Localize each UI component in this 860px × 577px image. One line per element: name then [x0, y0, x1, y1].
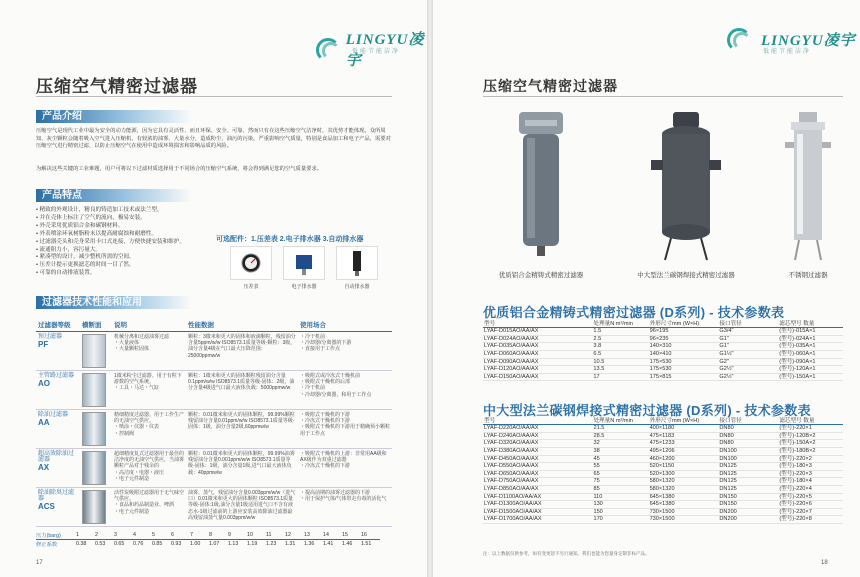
spec-cell: G2½": [718, 366, 778, 374]
pressure-value: 3: [114, 531, 133, 540]
spec-row: [483, 366, 843, 374]
grade-code: AO: [38, 379, 50, 389]
grade-title: 主管路过滤器: [38, 373, 75, 379]
brand-slogan: 低能节能洁净: [352, 49, 401, 55]
pressure-value: 8: [209, 531, 228, 540]
spec-cell: (型号)-090A×1: [778, 358, 843, 366]
title-divider: [483, 96, 843, 97]
spec-row: [483, 501, 843, 509]
brand-name: LINGYU凌宇: [761, 32, 856, 49]
spec-row: [483, 350, 843, 358]
grade-name: [36, 371, 80, 410]
spec-cell: 460×1200: [649, 455, 719, 463]
spec-cell: LYAF-D380AO/AA/AX: [483, 447, 592, 455]
product-label-aluminum: 优质铝合金精铸式精密过滤器: [498, 272, 584, 279]
col-application: 使用场合: [298, 318, 392, 332]
logo-swoosh-icon: [316, 38, 342, 60]
accessory-label: 自动排水器: [344, 284, 370, 290]
spec-cell: 96×195: [649, 328, 719, 336]
spec-cell: (型号)-220×2: [778, 455, 843, 463]
left-page: [0, 0, 427, 577]
pressure-value: 13: [304, 531, 323, 540]
factor-value: 1.07: [209, 541, 220, 547]
grade-code: ACS: [38, 502, 55, 512]
spec-cell: LYAF-D220AO/AA/AX: [483, 425, 592, 433]
spec-cell: (型号)-150A×2: [778, 440, 843, 448]
grade-description: 活性炭吸附过滤器用于无气味空气供应。 ・食品和药品制造业、啤酒 ・电子元件制造: [112, 488, 186, 527]
spec-cell: 150: [592, 508, 648, 516]
grade-description: 超细精度复式过滤器用于最佳的洁净度的无油空气供应，当油雾颗粒产品对于残余的 ・高洁度・电器・液压 ・电子元件制造: [112, 449, 186, 488]
features-heading: 产品特点: [36, 189, 192, 202]
spec-header: 处理量N m³/min: [592, 321, 648, 328]
spec-cell: DN200: [718, 508, 778, 516]
grade-application: ・冷干机前 ・冷却器/分离器的下游 ・直接用于工作点: [298, 332, 392, 371]
brand-logo: [727, 28, 856, 55]
spec-cell: 55: [592, 463, 648, 471]
spec-row: [483, 440, 843, 448]
factor-value: 1.36: [304, 541, 315, 547]
grade-performance: 颗粒：3微米和更大的固体和液滴颗粒，残留油分含量5ppm/w/w ISO8573.1质量等级-颗粒：3级，油分含量4级在气口最大压降范围：25000ppmw/w: [186, 332, 298, 371]
spec-cell: 730×1500: [649, 516, 719, 524]
pressure-value: 5: [152, 531, 171, 540]
spec-cell: LYAF-D1300AO/AA/AX: [483, 501, 592, 509]
spec-row: [483, 432, 843, 440]
pressure-value: 6: [171, 531, 190, 540]
spec-cell: (型号)-220×5: [778, 493, 843, 501]
grade-description: 精细精度过滤器。用于工作生产的无油空气供应。 ・喷涂・仪器・仪表 ・控制阀: [112, 410, 186, 449]
col-performance: 性能数据: [186, 318, 298, 332]
spec-row: [483, 425, 843, 433]
grade-title: 超高效除油过滤器: [38, 451, 75, 464]
spec-cell: 175×815: [649, 373, 719, 381]
logo-swoosh-icon: [727, 28, 757, 50]
product-label-stainless: 不锈钢过滤器: [788, 272, 828, 279]
factor-value: 0.38: [76, 541, 87, 547]
spec-cell: 520×1300: [649, 470, 719, 478]
spec-cell: (型号)-060A×1: [778, 350, 843, 358]
factor-value: 1.41: [323, 541, 334, 547]
table2-title: 中大型法兰碳钢焊接式精密过滤器 (D系列) - 技术参数表: [483, 403, 811, 418]
pressure-value: 14: [323, 531, 342, 540]
spec-cell: LYAF-D1100AO/AA/AX: [483, 493, 592, 501]
spec-cell: DN100: [718, 455, 778, 463]
grade-name: [36, 488, 80, 527]
spec-row: [483, 516, 843, 524]
filter-grade-table: [36, 318, 392, 527]
spec-row: [483, 343, 843, 351]
table1-title: 优质铝合金精铸式精密过滤器 (D系列) - 技术参数表: [483, 305, 785, 320]
spec-cell: (型号)-180×4: [778, 478, 843, 486]
grade-name: [36, 410, 80, 449]
spec-cell: G2": [718, 358, 778, 366]
brand-logo: [316, 28, 427, 70]
spec-cell: 96×235: [649, 335, 719, 343]
spec-cell: DN125: [718, 463, 778, 471]
cross-section: [80, 332, 112, 371]
spec-cell: (型号)-220×8: [778, 516, 843, 524]
spec-cell: 520×1150: [649, 463, 719, 471]
pressure-correction-table: [36, 531, 380, 548]
pressure-value: 2: [95, 531, 114, 540]
pressure-value: 7: [190, 531, 209, 540]
spec-cell: (型号)-180B×2: [778, 447, 843, 455]
spec-cell: 1.5: [592, 328, 648, 336]
spec-cell: 730×1500: [649, 508, 719, 516]
cross-section: [80, 410, 112, 449]
spec-cell: 475×1233: [649, 440, 719, 448]
spec-cell: (型号)-220×1: [778, 425, 843, 433]
spec-cell: DN125: [718, 478, 778, 486]
spec-cell: 6.5: [592, 350, 648, 358]
spec-row: [483, 373, 843, 381]
factor-value: 0.76: [133, 541, 144, 547]
pressure-value: 15: [342, 531, 361, 540]
performance-heading: 过滤器技术性能和应用: [36, 296, 192, 309]
factor-value: 0.53: [95, 541, 106, 547]
grade-name: [36, 332, 80, 371]
spec-cell: G1": [718, 335, 778, 343]
grade-description: 机械分离和过滤油雾过滤 ・大量液体 ・大量颗粒固体: [112, 332, 186, 371]
spec-cell: LYAF-D750AO/AA/AX: [483, 478, 592, 486]
grade-performance: 油雾、蒸气，残留油分含量0.003ppm/w/w（进气口）0.01微米和更大的固体颗粒 ISO8573.1质量等级-固体:1级,油分含量1级适用进气口不含有液态水-1级过滤前的上游应安装高效除油过滤器最高残留油蒸气量0.003ppm/w/w: [186, 488, 298, 527]
filter-cross-section-icon: [82, 451, 106, 485]
spec-cell: LYAF-D090AO/AA/AX: [483, 358, 592, 366]
grade-description: 1微米粉尘过滤器。用于有粒下游数的空气系统。 ・工具・马达・气缸: [112, 371, 186, 410]
spec-header: 外形尺寸mm (W×H): [649, 321, 719, 328]
feature-item: • 紧凑型的设计，减少整机所需的空间。: [36, 254, 236, 262]
grade-row: [36, 371, 392, 410]
spec-cell: (型号)-024A×1: [778, 335, 843, 343]
grade-code: PF: [38, 340, 49, 350]
pressure-value: 12: [285, 531, 304, 540]
pressure-value: 1: [76, 531, 95, 540]
spec-cell: LYAF-D035AO/AA/AX: [483, 343, 592, 351]
spec-row: [483, 447, 843, 455]
factor-value: 1.00: [190, 541, 201, 547]
accessory-auto-drain: [331, 246, 383, 290]
grade-application: ・吸附式干燥机的上游：非常用AA级和AX级作为双重过滤器 ・冷冻式干燥机的下游: [298, 449, 392, 488]
spec-header: 接口管径: [718, 418, 778, 425]
spec-cell: DN80: [718, 425, 778, 433]
factor-value: 0.93: [171, 541, 182, 547]
spec-cell: (型号)-220×7: [778, 508, 843, 516]
filter-cross-section-icon: [82, 412, 106, 446]
spec-row: [483, 358, 843, 366]
spec-header: 型号: [483, 418, 592, 425]
spec-cell: 17: [592, 373, 648, 381]
spec-header: 外形尺寸mm (W×H): [649, 418, 719, 425]
grade-row: [36, 410, 392, 449]
col-cross-section: 横断面: [80, 318, 112, 332]
spec-cell: 32: [592, 440, 648, 448]
spec-cell: 175×530: [649, 358, 719, 366]
spec-cell: 495×1206: [649, 447, 719, 455]
spec-cell: DN150: [718, 501, 778, 509]
spec-cell: LYAF-D120AO/AA/AX: [483, 366, 592, 374]
filter-cross-section-icon: [82, 373, 106, 407]
feature-item: • 外表喷涂环氧树脂粉末以提高耐腐蚀和耐磨性。: [36, 231, 236, 239]
pressure-value: 9: [228, 531, 247, 540]
spec-cell: 580×1320: [649, 485, 719, 493]
spec-cell: DN80: [718, 432, 778, 440]
grade-performance: 颗粒：1微米和更大的固体颗粒残留油分含量0.1ppm/w/w ISO8573.1质量等级-固体：2级，油分含量4级进气口最大液体负载：5000ppmw/w: [186, 371, 298, 410]
cross-section: [80, 488, 112, 527]
spec-cell: 65: [592, 470, 648, 478]
factor-value: 0.65: [114, 541, 125, 547]
spec-row: [483, 335, 843, 343]
spec-cell: LYAF-D450AO/AA/AX: [483, 455, 592, 463]
stainless-filter-image: [785, 112, 831, 262]
spec-cell: LYAF-D1500AO/AA/AX: [483, 508, 592, 516]
spec-cell: 175×530: [649, 366, 719, 374]
spec-row: [483, 328, 843, 336]
spec-row: [483, 478, 843, 486]
factor-value: 1.23: [266, 541, 277, 547]
grade-title: 除油除臭过滤器: [38, 490, 75, 503]
feature-item: • 可靠的自动排液装置。: [36, 270, 236, 278]
grade-code: AA: [38, 418, 50, 428]
features-list: [36, 207, 236, 278]
spec-cell: G1": [718, 343, 778, 351]
spec-row: [483, 455, 843, 463]
spec-cell: 140×310: [649, 343, 719, 351]
spec-cell: LYAF-D150AO/AA/AX: [483, 373, 592, 381]
spec-cell: LYAF-D320AO/AA/AX: [483, 440, 592, 448]
spec-cell: 85: [592, 485, 648, 493]
feature-item: • 精致的外观设计，精良的铸造加工技术或法兰型，: [36, 207, 236, 215]
accessory-pressure-gauge: [225, 246, 277, 290]
feature-item: • 过滤器壳头和壳身采用卡口式连接，方便快捷安装和维护。: [36, 239, 236, 247]
spec-header: 滤芯型号 数量: [778, 321, 843, 328]
grade-title: 除油过滤器: [38, 412, 69, 418]
grade-row: [36, 332, 392, 371]
col-grade: 过滤器等级: [36, 318, 80, 332]
spec-cell: 10.5: [592, 358, 648, 366]
feature-item: • 并在壳体上标注了空气的流向，极易安装。: [36, 215, 236, 223]
grade-application: ・提高前期的油雾过滤器的下游 ・用于保护气体/气体带走有毒的活化气: [298, 488, 392, 527]
spec-header: 处理量N m³/min: [592, 418, 648, 425]
grade-performance: 颗粒：0.01微米和更大的固体颗粒，99.99%颗粒残留油分含量0.01ppm/w/w ISO8573.1质量等级-固体：1级，油分含量2级,60ppmw/w: [186, 410, 298, 449]
grade-title: 预过滤器: [38, 334, 63, 340]
pressure-value: 4: [133, 531, 152, 540]
spec-cell: (型号)-035A×1: [778, 343, 843, 351]
spec-cell: DN125: [718, 470, 778, 478]
spec-cell: G2½": [718, 373, 778, 381]
spec-cell: (型号)-220×3: [778, 470, 843, 478]
spec-cell: 45: [592, 455, 648, 463]
spec-cell: 28.5: [592, 432, 648, 440]
grade-name: [36, 449, 80, 488]
intro-heading: 产品介绍: [36, 110, 192, 123]
accessories-label: 可选配件：1.压差表 2.电子排水器 3.自动排水器: [216, 236, 364, 243]
grade-performance: 颗粒：0.01微米和更大的固体颗粒，99.99%油雾残留油分含量0.001ppm/w/w ISO8573.1质量等级-固体：1级，油分含量1级,进气口最大液体负载：40ppmw/w: [186, 449, 298, 488]
spec-cell: (型号)-120A×1: [778, 366, 843, 374]
spec-cell: DN150: [718, 493, 778, 501]
spec-cell: (型号)-220×6: [778, 501, 843, 509]
cross-section: [80, 449, 112, 488]
spec-cell: G3/4": [718, 328, 778, 336]
filter-cross-section-icon: [82, 334, 106, 368]
pressure-label: 压力(barg): [36, 531, 76, 540]
pressure-value: 16: [361, 531, 380, 540]
spec-cell: 110: [592, 493, 648, 501]
spec-cell: 3.8: [592, 343, 648, 351]
aluminum-filter-image: [511, 112, 571, 262]
spec-cell: 140×410: [649, 350, 719, 358]
right-page: [433, 0, 860, 577]
spec-row: [483, 463, 843, 471]
factor-value: 1.31: [285, 541, 296, 547]
spec-row: [483, 470, 843, 478]
accessory-electronic-drain: [278, 246, 330, 290]
accessory-label: 电子排水器: [291, 284, 317, 290]
spec-cell: LYAF-D850AO/AA/AX: [483, 485, 592, 493]
spec-row: [483, 493, 843, 501]
spec-cell: 75: [592, 478, 648, 486]
page-number: 18: [821, 560, 828, 566]
spec-cell: 170: [592, 516, 648, 524]
spec-header: 接口管径: [718, 321, 778, 328]
accessory-label: 压差表: [243, 284, 259, 290]
spec-cell: LYAF-D240AO/AA/AX: [483, 432, 592, 440]
spec-cell: (型号)-120B×2: [778, 432, 843, 440]
spec-cell: (型号)-015A×1: [778, 328, 843, 336]
pressure-value: 11: [266, 531, 285, 540]
spec-cell: LYAF-D015AO/AA/AX: [483, 328, 592, 336]
grade-code: AX: [38, 463, 50, 473]
brand-slogan: 低能节能洁净: [763, 49, 812, 55]
factor-value: 1.19: [247, 541, 258, 547]
carbon-steel-filter-image: [651, 112, 721, 262]
spec-cell: LYAF-D550AO/AA/AX: [483, 463, 592, 471]
factor-value: 1.51: [361, 541, 372, 547]
spec-cell: 38: [592, 447, 648, 455]
spec-cell: 13.5: [592, 366, 648, 374]
brand-name: LINGYU凌宇: [345, 32, 425, 69]
intro-text-2: 为解决这些关键的工业难题，用户可将以下过滤材质选择用于不同场合的压缩空气系统，将会得到满足您的空气质量要求。: [36, 166, 323, 172]
spec-row: [483, 485, 843, 493]
spec-cell: 580×1320: [649, 478, 719, 486]
feature-item: • 外壳采用优质铝合金和碳钢材料。: [36, 223, 236, 231]
title-divider: [36, 96, 392, 97]
cross-section: [80, 371, 112, 410]
spec-cell: DN125: [718, 485, 778, 493]
page-title: 压缩空气精密过滤器: [36, 77, 198, 96]
spec-cell: LYAF-D024AO/AA/AX: [483, 335, 592, 343]
spec-cell: 645×1380: [649, 501, 719, 509]
spec-cell: (型号)-180×3: [778, 463, 843, 471]
product-label-carbon-steel: 中大型法兰碳钢焊接式精密过滤器: [637, 272, 735, 279]
spec-cell: LYAF-D060AO/AA/AX: [483, 350, 592, 358]
factor-label: 修正系数: [36, 542, 58, 548]
factor-value: 1.46: [342, 541, 353, 547]
carbon-steel-spec-table: [483, 418, 843, 524]
grade-application: ・吸附式或冷冻式干燥机前 ・吸附式干燥机的后部 ・冷干机前 ・冷却器/分离器，和用于工作点: [298, 371, 392, 410]
spec-cell: LYAF-D650AO/AA/AX: [483, 470, 592, 478]
spec-header: 滤芯型号 数量: [778, 418, 843, 425]
feature-item: • 流通阻力小，容污量大。: [36, 247, 236, 255]
spec-cell: DN80: [718, 440, 778, 448]
factor-value: 0.85: [152, 541, 163, 547]
aluminum-spec-table: [483, 321, 843, 381]
spec-cell: 2.5: [592, 335, 648, 343]
spec-cell: DN200: [718, 516, 778, 524]
spec-cell: LYAF-D1700AO/AA/AX: [483, 516, 592, 524]
filter-cross-section-icon: [82, 490, 106, 524]
spec-cell: 475×1183: [649, 432, 719, 440]
col-description: 说明: [112, 318, 186, 332]
grade-application: ・吸附式干燥机的下游 ・冷冻式干燥机的下游 ・吸附式干燥机的下游用于精确预小颗粒用于工作点: [298, 410, 392, 449]
spec-cell: (型号)-150A×1: [778, 373, 843, 381]
feature-item: • 压差计提示更换滤芯的时间一目了然。: [36, 262, 236, 270]
spec-cell: (型号)-220×4: [778, 485, 843, 493]
spec-header: 型号: [483, 321, 592, 328]
spec-cell: 130: [592, 501, 648, 509]
spec-cell: DN100: [718, 447, 778, 455]
footnote: 注：以上数据仅供参考，如有变更恕不另行通知。我们也能为您量身定制非标产品。: [483, 551, 650, 556]
intro-text: 压缩空气是现代工业中最为安全的动力能源，因为它具有灵活性、而且环保、安全、可靠，然而只有在这些压缩空气洁净时，其优势才能体现。众所周知，灰尘颗粒会随着吸入空气进入压缩机、有较浓的油雾、大量水分，造成粉尘、油污的污染，严重影响空气质量，特别是食品加工和电子产品，需要对压缩空气进行精密过滤，以防止压缩空气在使用中造成环境损害和影响品质的风险。: [36, 128, 391, 150]
page-number: 17: [36, 560, 43, 566]
spec-cell: G1½": [718, 350, 778, 358]
spec-cell: 21.5: [592, 425, 648, 433]
page-title: 压缩空气精密过滤器: [483, 78, 618, 94]
factor-value: 1.13: [228, 541, 239, 547]
pressure-value: 10: [247, 531, 266, 540]
spec-cell: 400×1180: [649, 425, 719, 433]
grade-row: [36, 449, 392, 488]
grade-row: [36, 488, 392, 527]
spec-row: [483, 508, 843, 516]
spec-cell: 645×1380: [649, 493, 719, 501]
